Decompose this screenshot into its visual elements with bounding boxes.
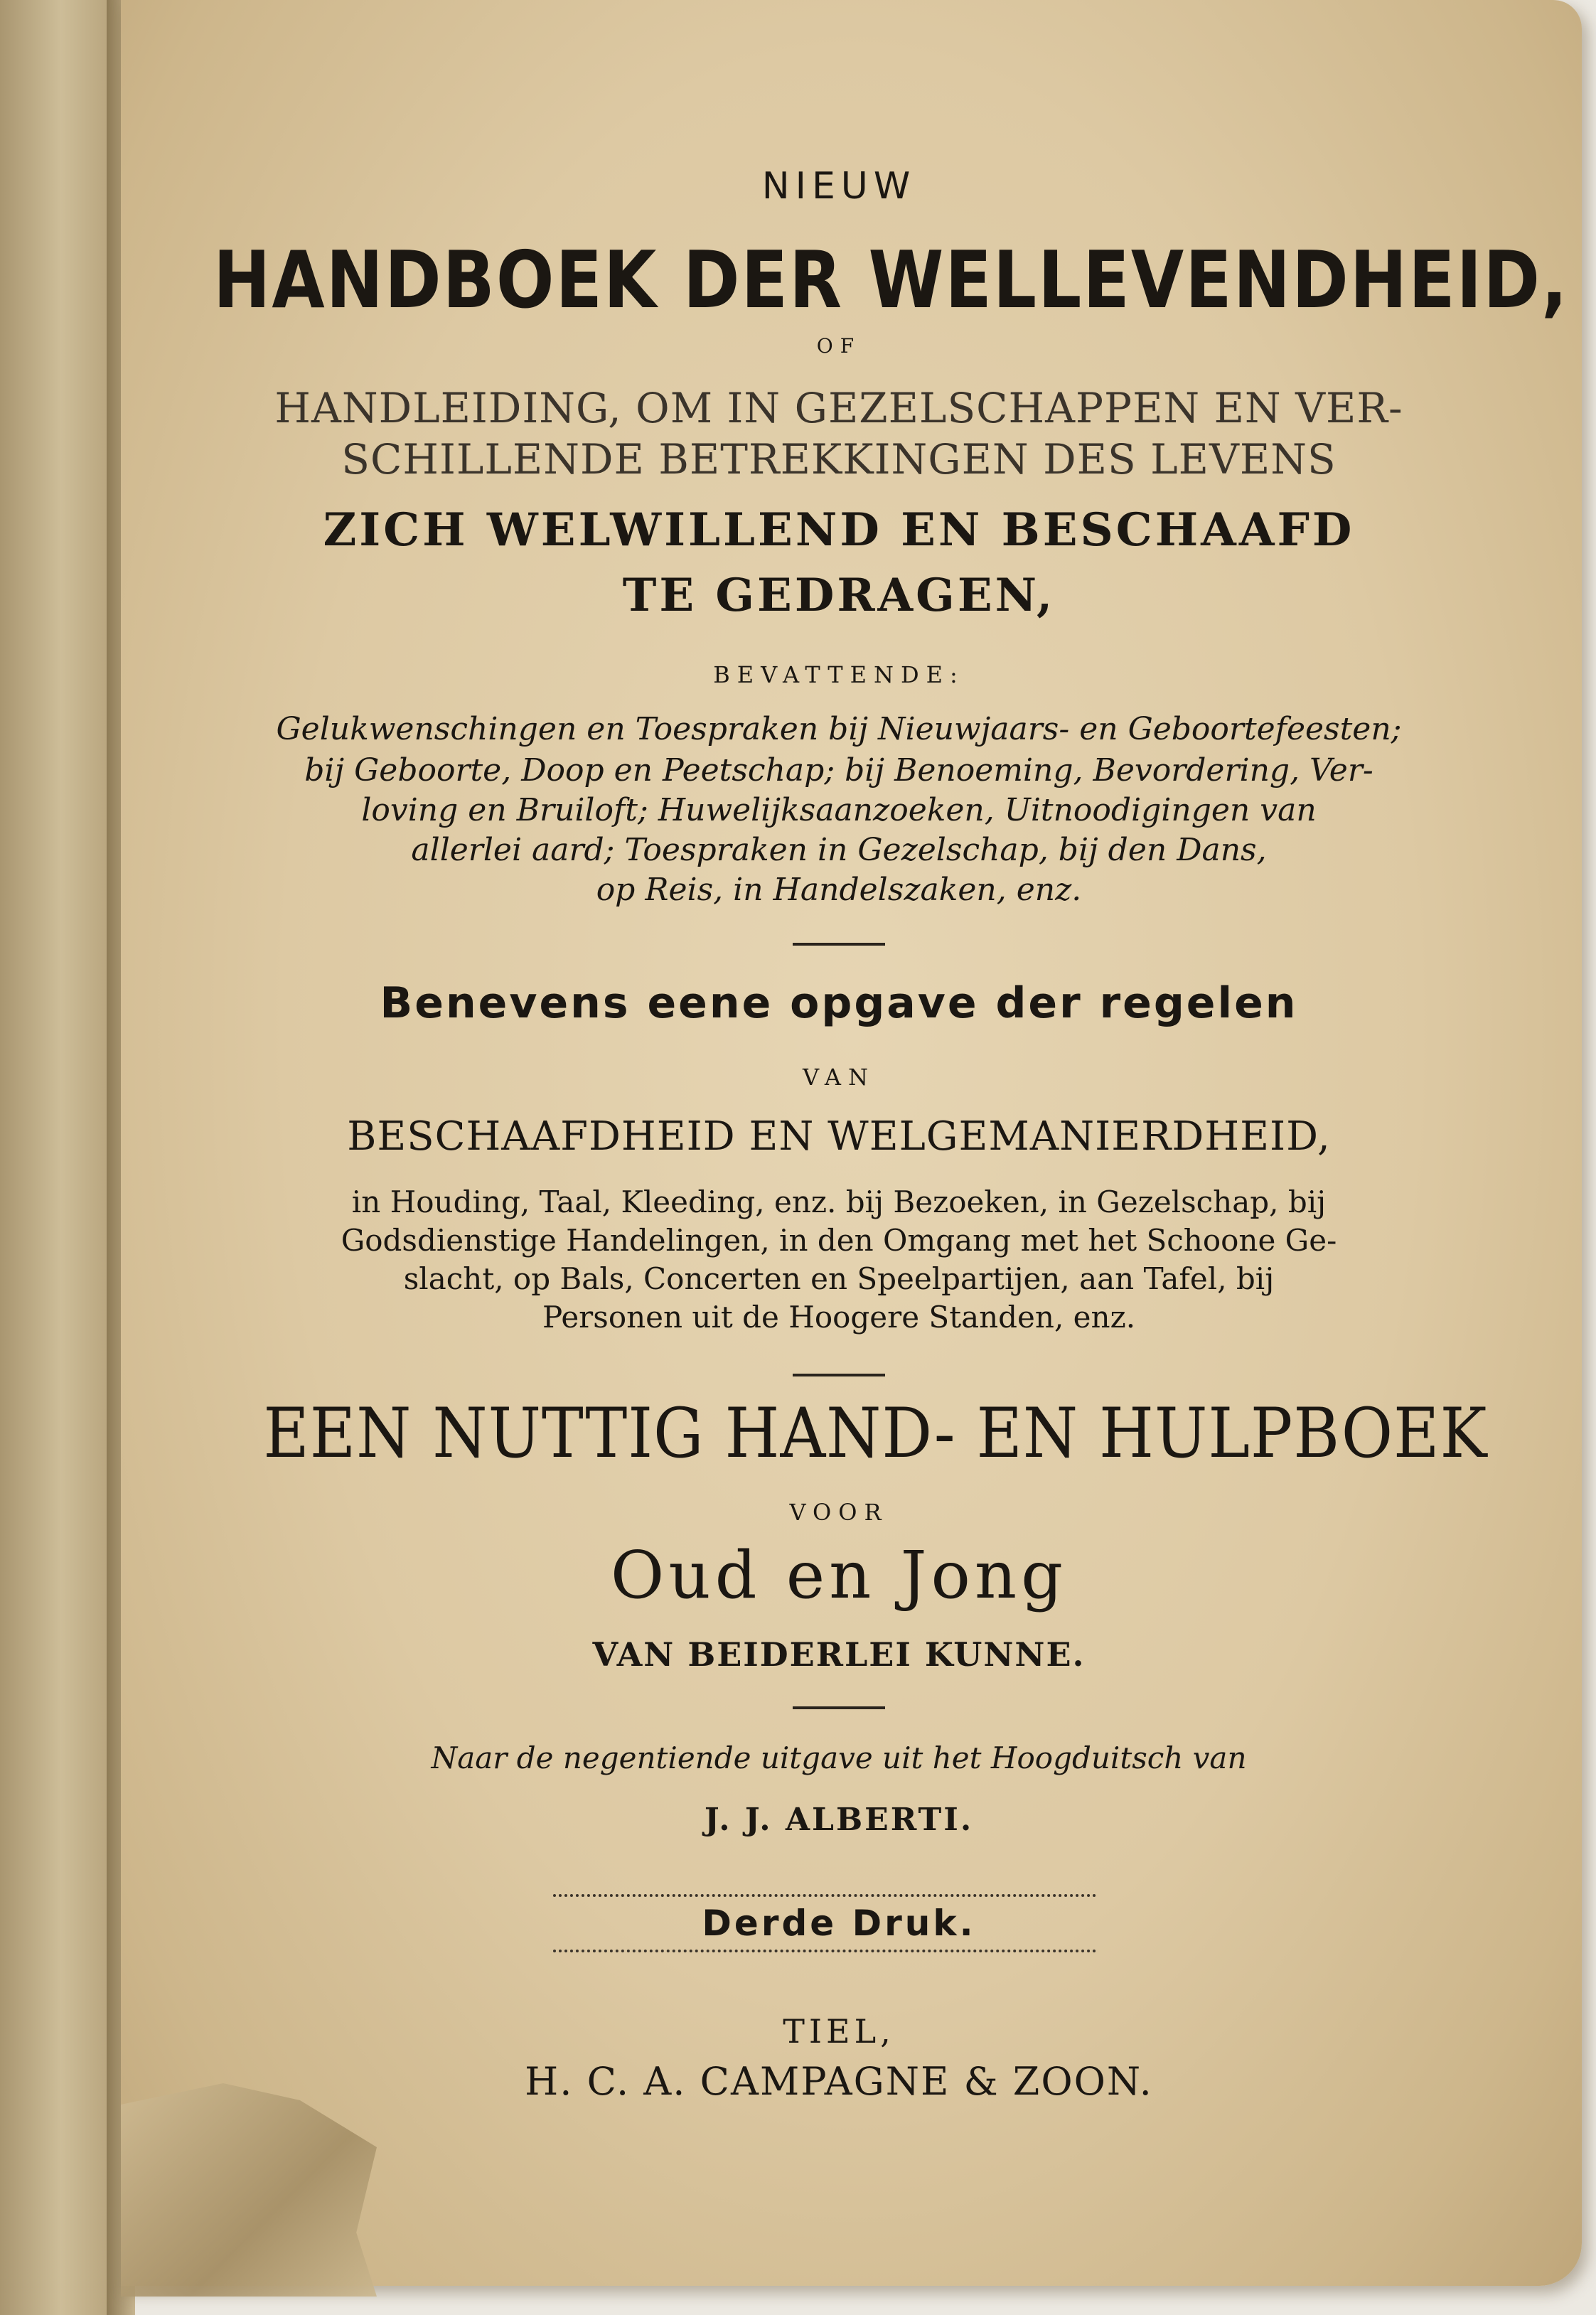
houding-line-4: Personen uit de Hoogere Standen, enz. [542, 1300, 1136, 1335]
divider-3 [793, 1706, 885, 1709]
beschaafdheid-line: BESCHAAFDHEID EN WELGEMANIERDHEID, [347, 1113, 1331, 1160]
edition-rule-bottom [553, 1950, 1096, 1952]
benevens-line: Benevens eene opgave der regelen [380, 978, 1298, 1028]
nuttig-title: EEN NUTTIG HAND- EN HULPBOEK [263, 1394, 1488, 1473]
houding-line-3: slacht, op Bals, Concerten en Speelpartijen, aan Tafel, bij [403, 1261, 1275, 1296]
edition: Derde Druk. [702, 1903, 976, 1944]
kunne-line: VAN BEIDERLEI KUNNE. [592, 1635, 1086, 1674]
subtitle-line-1: HANDLEIDING, OM IN GEZELSCHAPPEN EN VER- [274, 384, 1403, 432]
author-name: J. J. ALBERTI. [704, 1802, 974, 1838]
contents-line-5: op Reis, in Handelszaken, enz. [596, 872, 1082, 908]
houding-line-2: Godsdienstige Handelingen, in den Omgang met het Schoone Ge- [341, 1223, 1337, 1258]
naar-line: Naar de negentiende uitgave uit het Hoogduitsch van [431, 1741, 1247, 1775]
bold-line-1: ZICH WELWILLEND EN BESCHAAFD [323, 503, 1355, 557]
contents-line-3: loving en Bruiloft; Huwelijksaanzoeken, Uitnoodigingen van [361, 792, 1317, 828]
contents-line-2: bij Geboorte, Doop en Peetschap; bij Benoeming, Bevordering, Ver- [304, 752, 1373, 788]
oud-en-jong: Oud en Jong [610, 1537, 1068, 1613]
pre-title: NIEUW [761, 165, 916, 208]
van-word: VAN [802, 1064, 876, 1091]
subtitle-line-2: SCHILLENDE BETREKKINGEN DES LEVENS [341, 435, 1337, 483]
contents-line-1: Gelukwenschingen en Toespraken bij Nieuwjaars- en Geboortefeesten; [276, 711, 1402, 747]
divider-1 [793, 943, 885, 946]
main-title: HANDBOEK DER WELLEVENDHEID, [213, 234, 1569, 326]
voor-word: VOOR [789, 1499, 889, 1526]
houding-line-1: in Houding, Taal, Kleeding, enz. bij Bezoeken, in Gezelschap, bij [351, 1185, 1327, 1219]
bold-line-2: TE GEDRAGEN, [622, 569, 1056, 622]
divider-2 [793, 1374, 885, 1376]
contents-line-4: allerlei aard; Toespraken in Gezelschap, bij den Dans, [411, 832, 1267, 868]
edition-rule-top [553, 1894, 1096, 1897]
place: TIEL, [783, 2012, 895, 2051]
publisher: H. C. A. CAMPAGNE & ZOON. [525, 2059, 1153, 2104]
bevattende: BEVATTENDE: [713, 661, 965, 688]
of-word: OF [816, 334, 862, 358]
